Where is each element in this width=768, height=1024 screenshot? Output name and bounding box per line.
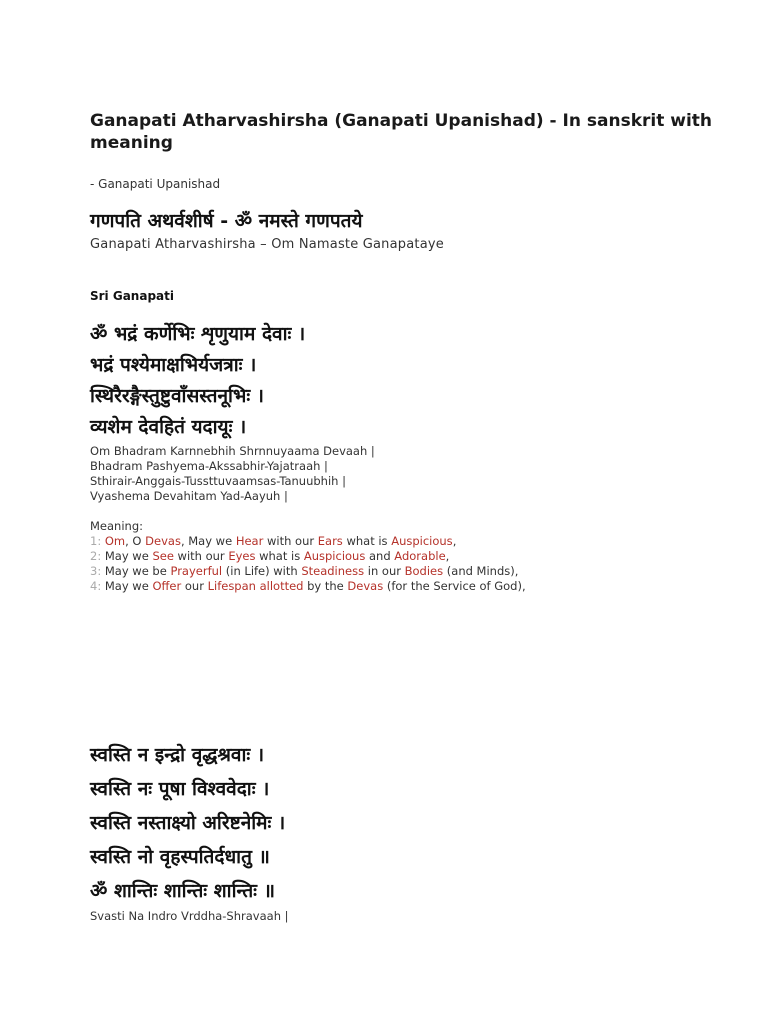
section-title: Sri Ganapati — [90, 289, 174, 303]
line-number: 4: — [90, 579, 105, 593]
highlighted-term: Steadiness — [301, 564, 365, 578]
meaning-text: May we — [104, 549, 153, 563]
meaning-text: what is — [255, 549, 304, 563]
meaning-text: , — [452, 534, 457, 548]
meaning-text: with our — [263, 534, 318, 548]
verse-line: स्वस्ति नः पूषा विश्ववेदाः । — [90, 778, 270, 800]
verse-1-meaning — [90, 519, 730, 594]
meaning-text: our — [181, 579, 208, 593]
verse-line: व्यशेम देवहितं यदायूः । — [90, 416, 247, 438]
meaning-text: with our — [173, 549, 229, 563]
highlighted-term: Lifespan allotted — [207, 579, 304, 593]
verse-line: स्वस्ति नस्ताक्ष्यो अरिष्टनेमिः । — [90, 812, 286, 834]
meaning-text: May we — [104, 579, 153, 593]
meaning-text: , — [445, 549, 450, 563]
verse-1-sanskrit — [90, 319, 730, 443]
transliterated-heading: Ganapati Atharvashirsha – Om Namaste Ganapataye — [90, 237, 444, 252]
translit-line: Svasti Na Indro Vrddha-Shravaah | — [90, 909, 289, 923]
meaning-text: and — [365, 549, 395, 563]
meaning-text: (in Life) with — [222, 564, 302, 578]
highlighted-term: Hear — [235, 534, 264, 548]
meaning-text: by the — [303, 579, 348, 593]
verse-line: स्वस्ति न इन्द्रो वृद्धश्रवाः । — [90, 744, 265, 766]
meaning-line — [90, 564, 730, 579]
line-number: 1: — [90, 534, 105, 548]
verse-line: ॐ शान्तिः शान्तिः शान्तिः ॥ — [90, 880, 276, 902]
line-number: 2: — [90, 549, 105, 563]
meaning-text: in our — [364, 564, 405, 578]
highlighted-term: Ears — [317, 534, 343, 548]
highlighted-term: Offer — [152, 579, 182, 593]
meaning-text: , O — [125, 534, 146, 548]
highlighted-term: Auspicious — [303, 549, 366, 563]
devanagari-heading: गणपति अथर्वशीर्ष - ॐ नमस्ते गणपतये — [90, 210, 363, 232]
translit-line: Bhadram Pashyema-Akssabhir-Yajatraah | — [90, 459, 328, 473]
translit-line: Vyashema Devahitam Yad-Aayuh | — [90, 489, 288, 503]
page-title: Ganapati Atharvashirsha (Ganapati Upanishad) - In sanskrit with meaning — [90, 111, 713, 153]
meaning-text: what is — [342, 534, 392, 548]
meaning-text: (and Minds), — [443, 564, 519, 578]
document-body — [90, 110, 730, 594]
line-number: 3: — [90, 564, 105, 578]
meaning-text: May we be — [104, 564, 171, 578]
translit-line: Om Bhadram Karnnebhih Shrnnuyaama Devaah | — [90, 444, 375, 458]
verse-line: ॐ भद्रं कर्णेभिः शृणुयाम देवाः । — [90, 323, 306, 345]
verse-line: स्वस्ति नो वृहस्पतिर्दधातु ॥ — [90, 846, 270, 868]
verse-1-transliteration — [90, 444, 730, 504]
meaning-line — [90, 579, 730, 594]
meaning-line — [90, 534, 730, 549]
highlighted-term: Devas — [347, 579, 384, 593]
subtitle: - Ganapati Upanishad — [90, 177, 221, 191]
verse-line: भद्रं पश्येमाक्षभिर्यजत्राः । — [90, 354, 257, 376]
highlighted-term: Auspicious — [391, 534, 453, 548]
meaning-label: Meaning: — [90, 519, 143, 533]
highlighted-term: Prayerful — [170, 564, 223, 578]
highlighted-term: Om — [104, 534, 126, 548]
highlighted-term: Eyes — [228, 549, 256, 563]
meaning-line — [90, 549, 730, 564]
translit-line: Sthirair-Anggais-Tussttuvaamsas-Tanuubhih | — [90, 474, 346, 488]
highlighted-term: Bodies — [404, 564, 444, 578]
highlighted-term: Adorable — [394, 549, 446, 563]
verse-2 — [90, 738, 289, 924]
verse-line: स्थिरैरङ्गैस्तुष्टुवाँसस्तनूभिः । — [90, 385, 264, 407]
meaning-text: (for the Service of God), — [383, 579, 526, 593]
highlighted-term: See — [152, 549, 174, 563]
meaning-lines — [90, 534, 730, 594]
highlighted-term: Devas — [145, 534, 181, 548]
meaning-text: , May we — [180, 534, 236, 548]
